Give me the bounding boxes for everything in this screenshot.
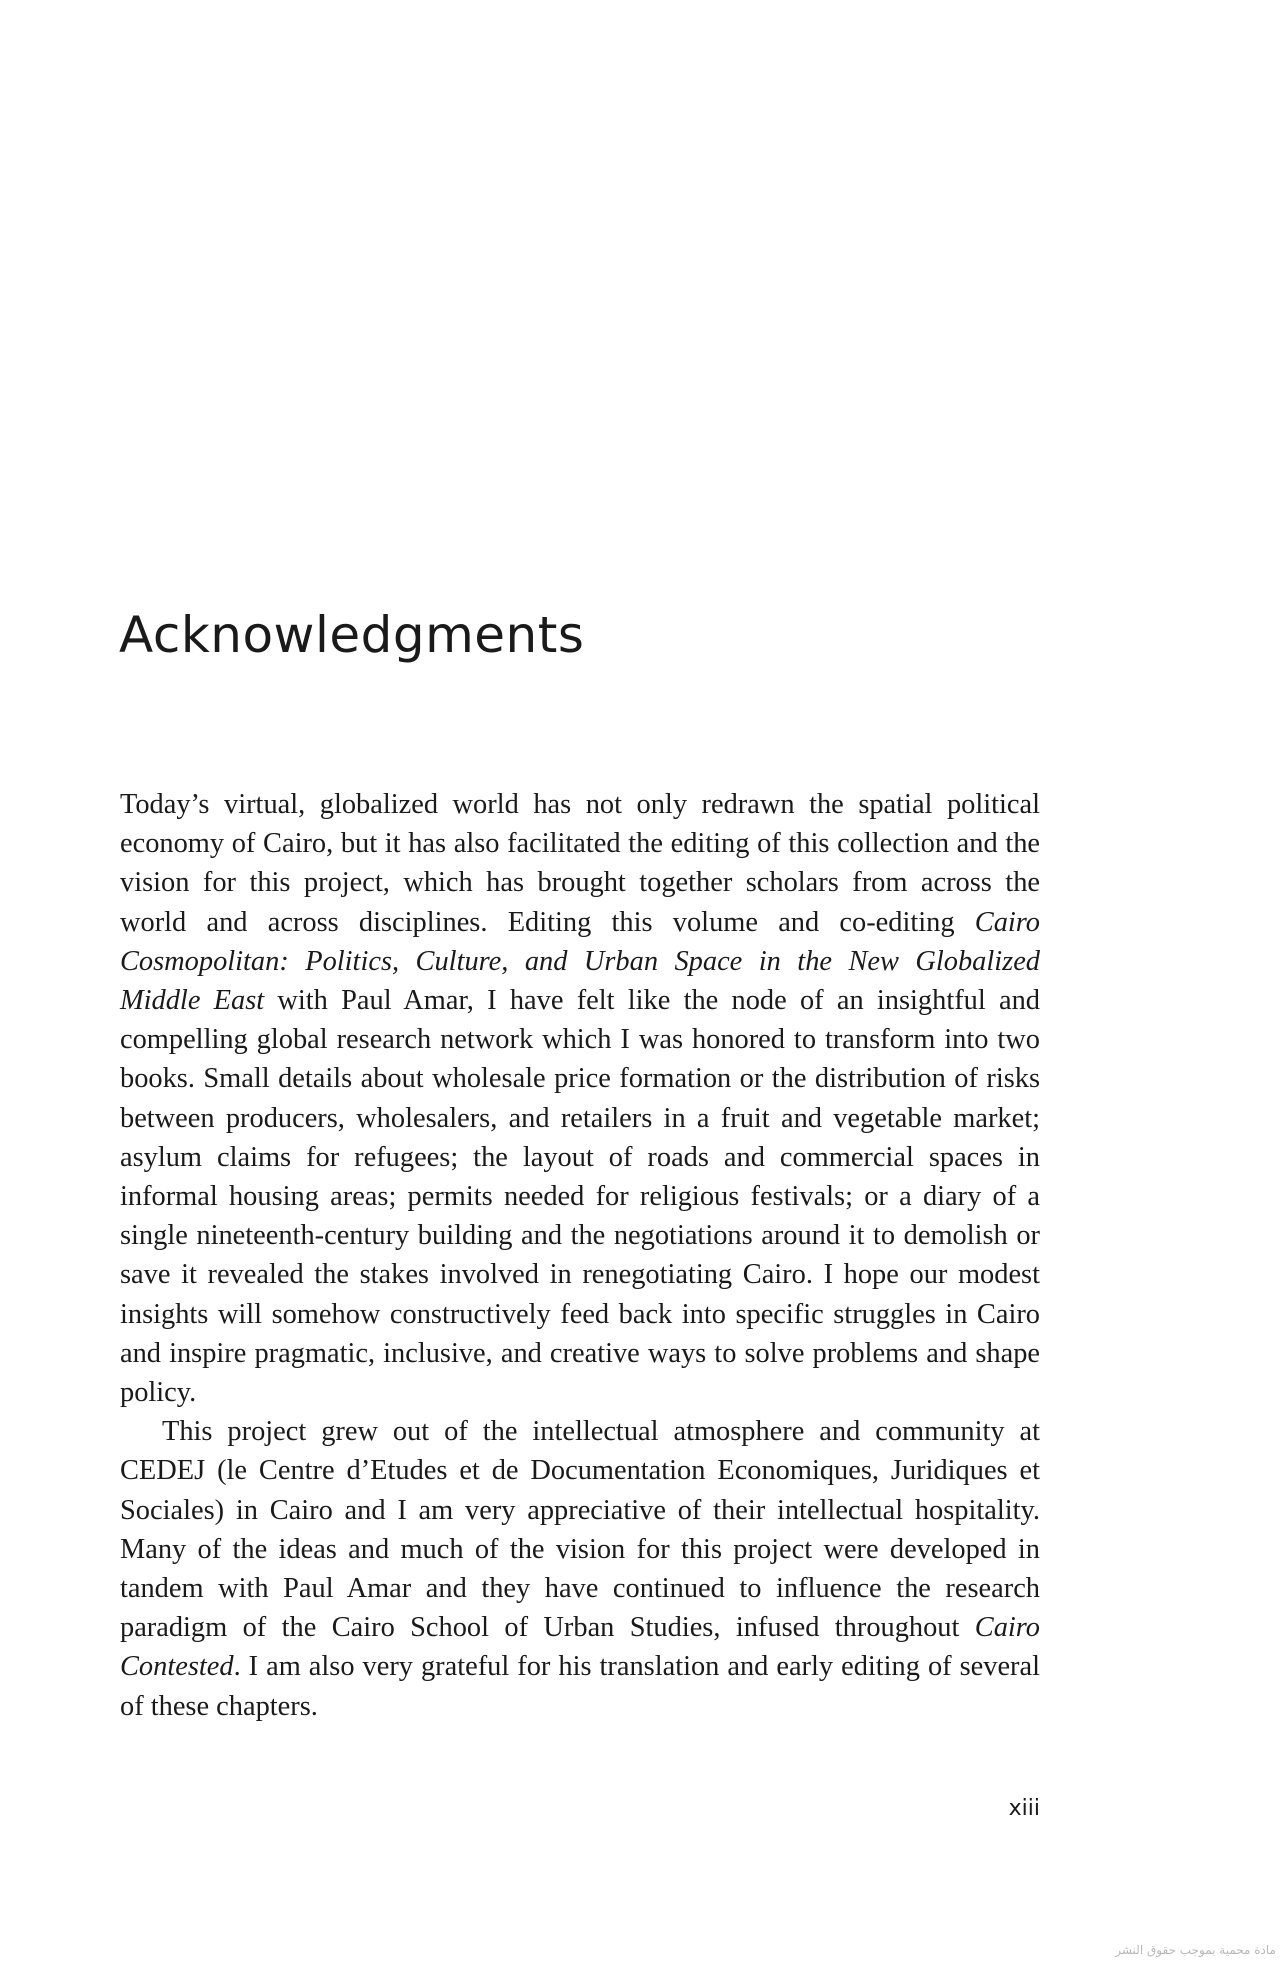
paragraph-1-run-1: Today’s virtual, globalized world has not only redrawn the spatial political economy of Cairo, but it has also facilitated the editing of this collection and the vision for this project, which has brought together scholars from across the world and across disciplines. Editing this volume and co-editing xyxy=(120,789,1040,938)
copyright-watermark: مادة محمية بموجب حقوق النشر xyxy=(1115,1943,1276,1957)
paragraph-1 xyxy=(120,785,1040,1412)
book-title-cairo-cosmopolitan: Cairo Cosmopolitan: Politics, Culture, and Urban Space in the New Globalized Middle East xyxy=(120,906,1040,1017)
chapter-title: Acknowledgments xyxy=(119,606,585,664)
paragraph-2-run-1: This project grew out of the intellectual atmosphere and community at CEDEJ (le Centre d’Etudes et de Documentation Economiques, Juridiques et Sociales) in Cairo and I am very appreciative of their intellectual hospitality. Many of the ideas and much of the vision for this project were developed in tandem with Paul Amar and they have continued to influence the research paradigm of the Cairo School of Urban Studies, infused throughout xyxy=(120,1416,1040,1644)
page-number: xiii xyxy=(1008,1796,1040,1821)
book-title-cairo-contested: Cairo Contested xyxy=(120,1612,1040,1683)
paragraph-1-run-3: with Paul Amar, I have felt like the node of an insightful and compelling global research network which I was honored to transform into two books. Small details about wholesale price formation or the distribution of risks between producers, wholesalers, and retailers in a fruit and vegetable market; asylum claims for refugees; the layout of roads and commercial spaces in informal housing areas; permits needed for religious festivals; or a diary of a single nineteenth-century building and the negotiations around it to demolish or save it revealed the stakes involved in renegotiating Cairo. I hope our modest insights will somehow constructively feed back into specific struggles in Cairo and inspire pragmatic, inclusive, and creative ways to solve problems and shape policy. xyxy=(120,985,1040,1409)
paragraph-2-run-3: . I am also very grateful for his translation and early editing of several of these chapters. xyxy=(120,1651,1040,1722)
paragraph-2 xyxy=(120,1412,1040,1726)
body-text xyxy=(120,785,1040,1726)
